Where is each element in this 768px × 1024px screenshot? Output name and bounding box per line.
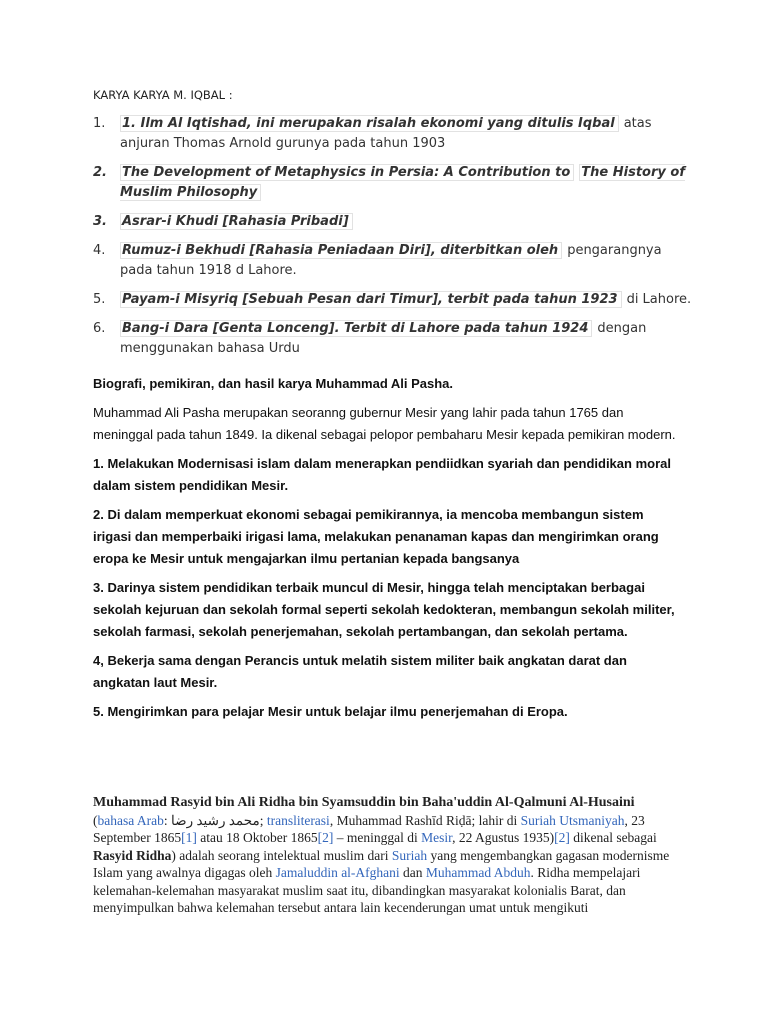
text-segment: . Ridha mempelajari kelemahan-kelemahan masyarakat muslim saat itu, dibandingkan masyarakat kolonialis Barat, dan menyimpulkan bahwa kelemahan tersebut antara lain kecenderungan umat untuk mengikuti — [93, 865, 641, 915]
text-segment: dikenal sebagai — [569, 830, 657, 845]
link-mesir[interactable]: Mesir — [421, 830, 453, 845]
link-afghani[interactable]: Jamaluddin al-Afghani — [275, 865, 400, 880]
text-segment: dan — [399, 865, 426, 880]
list-item — [93, 290, 693, 310]
text-segment: atau 18 Oktober 1865 — [196, 830, 318, 845]
pasha-point: 3. Darinya sistem pendidikan terbaik muncul di Mesir, hingga telah menciptakan berbagai sekolah kejuruan dan sekolah formal seperti sekolah kedokteran, membangun sekolah militer, sekolah farmasi, sekolah penerjemahan, sekolah pertambangan, dan sekolah pertama. — [93, 580, 675, 639]
pasha-point: 4, Bekerja sama dengan Perancis untuk melatih sistem militer baik angkatan darat dan angkatan laut Mesir. — [93, 653, 627, 690]
link-suriah[interactable]: Suriah — [391, 847, 428, 863]
link-abduh[interactable]: Muhammad Abduh — [425, 865, 531, 880]
ridha-short-name: Rasyid Ridha — [93, 847, 172, 863]
text-segment: ; — [259, 812, 267, 828]
link-transliterasi[interactable]: transliterasi — [266, 812, 330, 828]
list-item — [93, 241, 693, 281]
work-description: dengan menggunakan bahasa Urdu — [120, 321, 647, 356]
list-item — [93, 212, 693, 232]
karya-list — [93, 114, 693, 368]
reference-link[interactable]: [1] — [181, 830, 197, 845]
list-number: 6. — [93, 321, 106, 336]
work-title: Bang-i Dara [Genta Lonceng]. Terbit di Lahore pada tahun 1924 — [120, 320, 592, 337]
text-segment: – meninggal di — [333, 830, 422, 845]
list-number: 4. — [93, 243, 106, 258]
work-title: The Development of Metaphysics in Persia: A Contribution to — [120, 164, 574, 181]
ridha-paragraph — [93, 793, 673, 917]
work-description: di Lahore. — [626, 292, 692, 307]
list-number: 3. — [93, 214, 107, 229]
list-item — [93, 114, 693, 154]
karya-heading: KARYA KARYA M. IQBAL : — [93, 88, 233, 102]
text-segment: ( — [93, 812, 98, 828]
work-description: atas anjuran Thomas Arnold gurunya pada tahun 1903 — [120, 116, 652, 151]
work-description: pengarangnya pada tahun 1918 d Lahore. — [120, 243, 662, 278]
work-title: Payam-i Misyriq [Sebuah Pesan dari Timur], terbit pada tahun 1923 — [120, 291, 622, 308]
pasha-point: 5. Mengirimkan para pelajar Mesir untuk belajar ilmu penerjemahan di Eropa. — [93, 704, 568, 719]
pasha-intro: Muhammad Ali Pasha merupakan seoranng gubernur Mesir yang lahir pada tahun 1765 dan meninggal pada tahun 1849. Ia dikenal sebagai pelopor pembaharu Mesir kepada pemikiran modern. — [93, 405, 676, 442]
text-segment: yang mengembangkan gagasan modernisme Islam yang awalnya digagas oleh — [93, 847, 670, 880]
link-bahasa-arab[interactable]: bahasa Arab — [97, 812, 164, 828]
work-title: 1. Ilm Al Iqtishad, ini merupakan risalah ekonomi yang ditulis Iqbal — [120, 115, 619, 132]
link-suriah-utsmaniyah[interactable]: Suriah Utsmaniyah — [520, 812, 625, 828]
list-item — [93, 319, 693, 359]
ridha-full-name: Muhammad Rasyid bin Ali Ridha bin Syamsuddin bin Baha'uddin Al-Qalmuni Al-Husaini — [93, 795, 635, 810]
work-title: Asrar-i Khudi [Rahasia Pribadi] — [120, 213, 353, 230]
text-segment: ) adalah seorang intelektual muslim dari — [171, 847, 392, 863]
reference-link[interactable]: [2] — [554, 830, 570, 845]
text-segment: , 22 Agustus 1935) — [452, 830, 555, 845]
text-segment: , 23 September 1865 — [93, 812, 645, 845]
pasha-point: 2. Di dalam memperkuat ekonomi sebagai pemikirannya, ia mencoba membangun sistem irigasi dan memperbaiki irigasi lama, melakukan penanaman kapas dan mengirimkan orang eropa ke Mesir untuk mengajarkan ilmu pertanian kepada bangsanya — [93, 507, 659, 566]
list-number: 1. — [93, 116, 106, 131]
list-item — [93, 163, 693, 203]
text-segment: , Muhammad Rashīd Riḍā; lahir di — [329, 812, 521, 828]
list-number: 2. — [93, 165, 107, 180]
reference-link[interactable]: [2] — [317, 830, 334, 845]
pasha-heading: Biografi, pemikiran, dan hasil karya Muhammad Ali Pasha. — [93, 376, 454, 391]
pasha-point: 1. Melakukan Modernisasi islam dalam menerapkan pendiidkan syariah dan pendidikan moral dalam sistem pendidikan Mesir. — [93, 456, 671, 493]
arabic-name: محمد رشيد رضا — [171, 812, 260, 828]
work-title-part2: The History of Muslim Philosophy — [120, 165, 685, 200]
work-title: Rumuz-i Bekhudi [Rahasia Peniadaan Diri], diterbitkan oleh — [120, 242, 562, 259]
pasha-section — [93, 373, 683, 730]
list-number: 5. — [93, 292, 106, 307]
text-segment: : — [163, 812, 171, 828]
